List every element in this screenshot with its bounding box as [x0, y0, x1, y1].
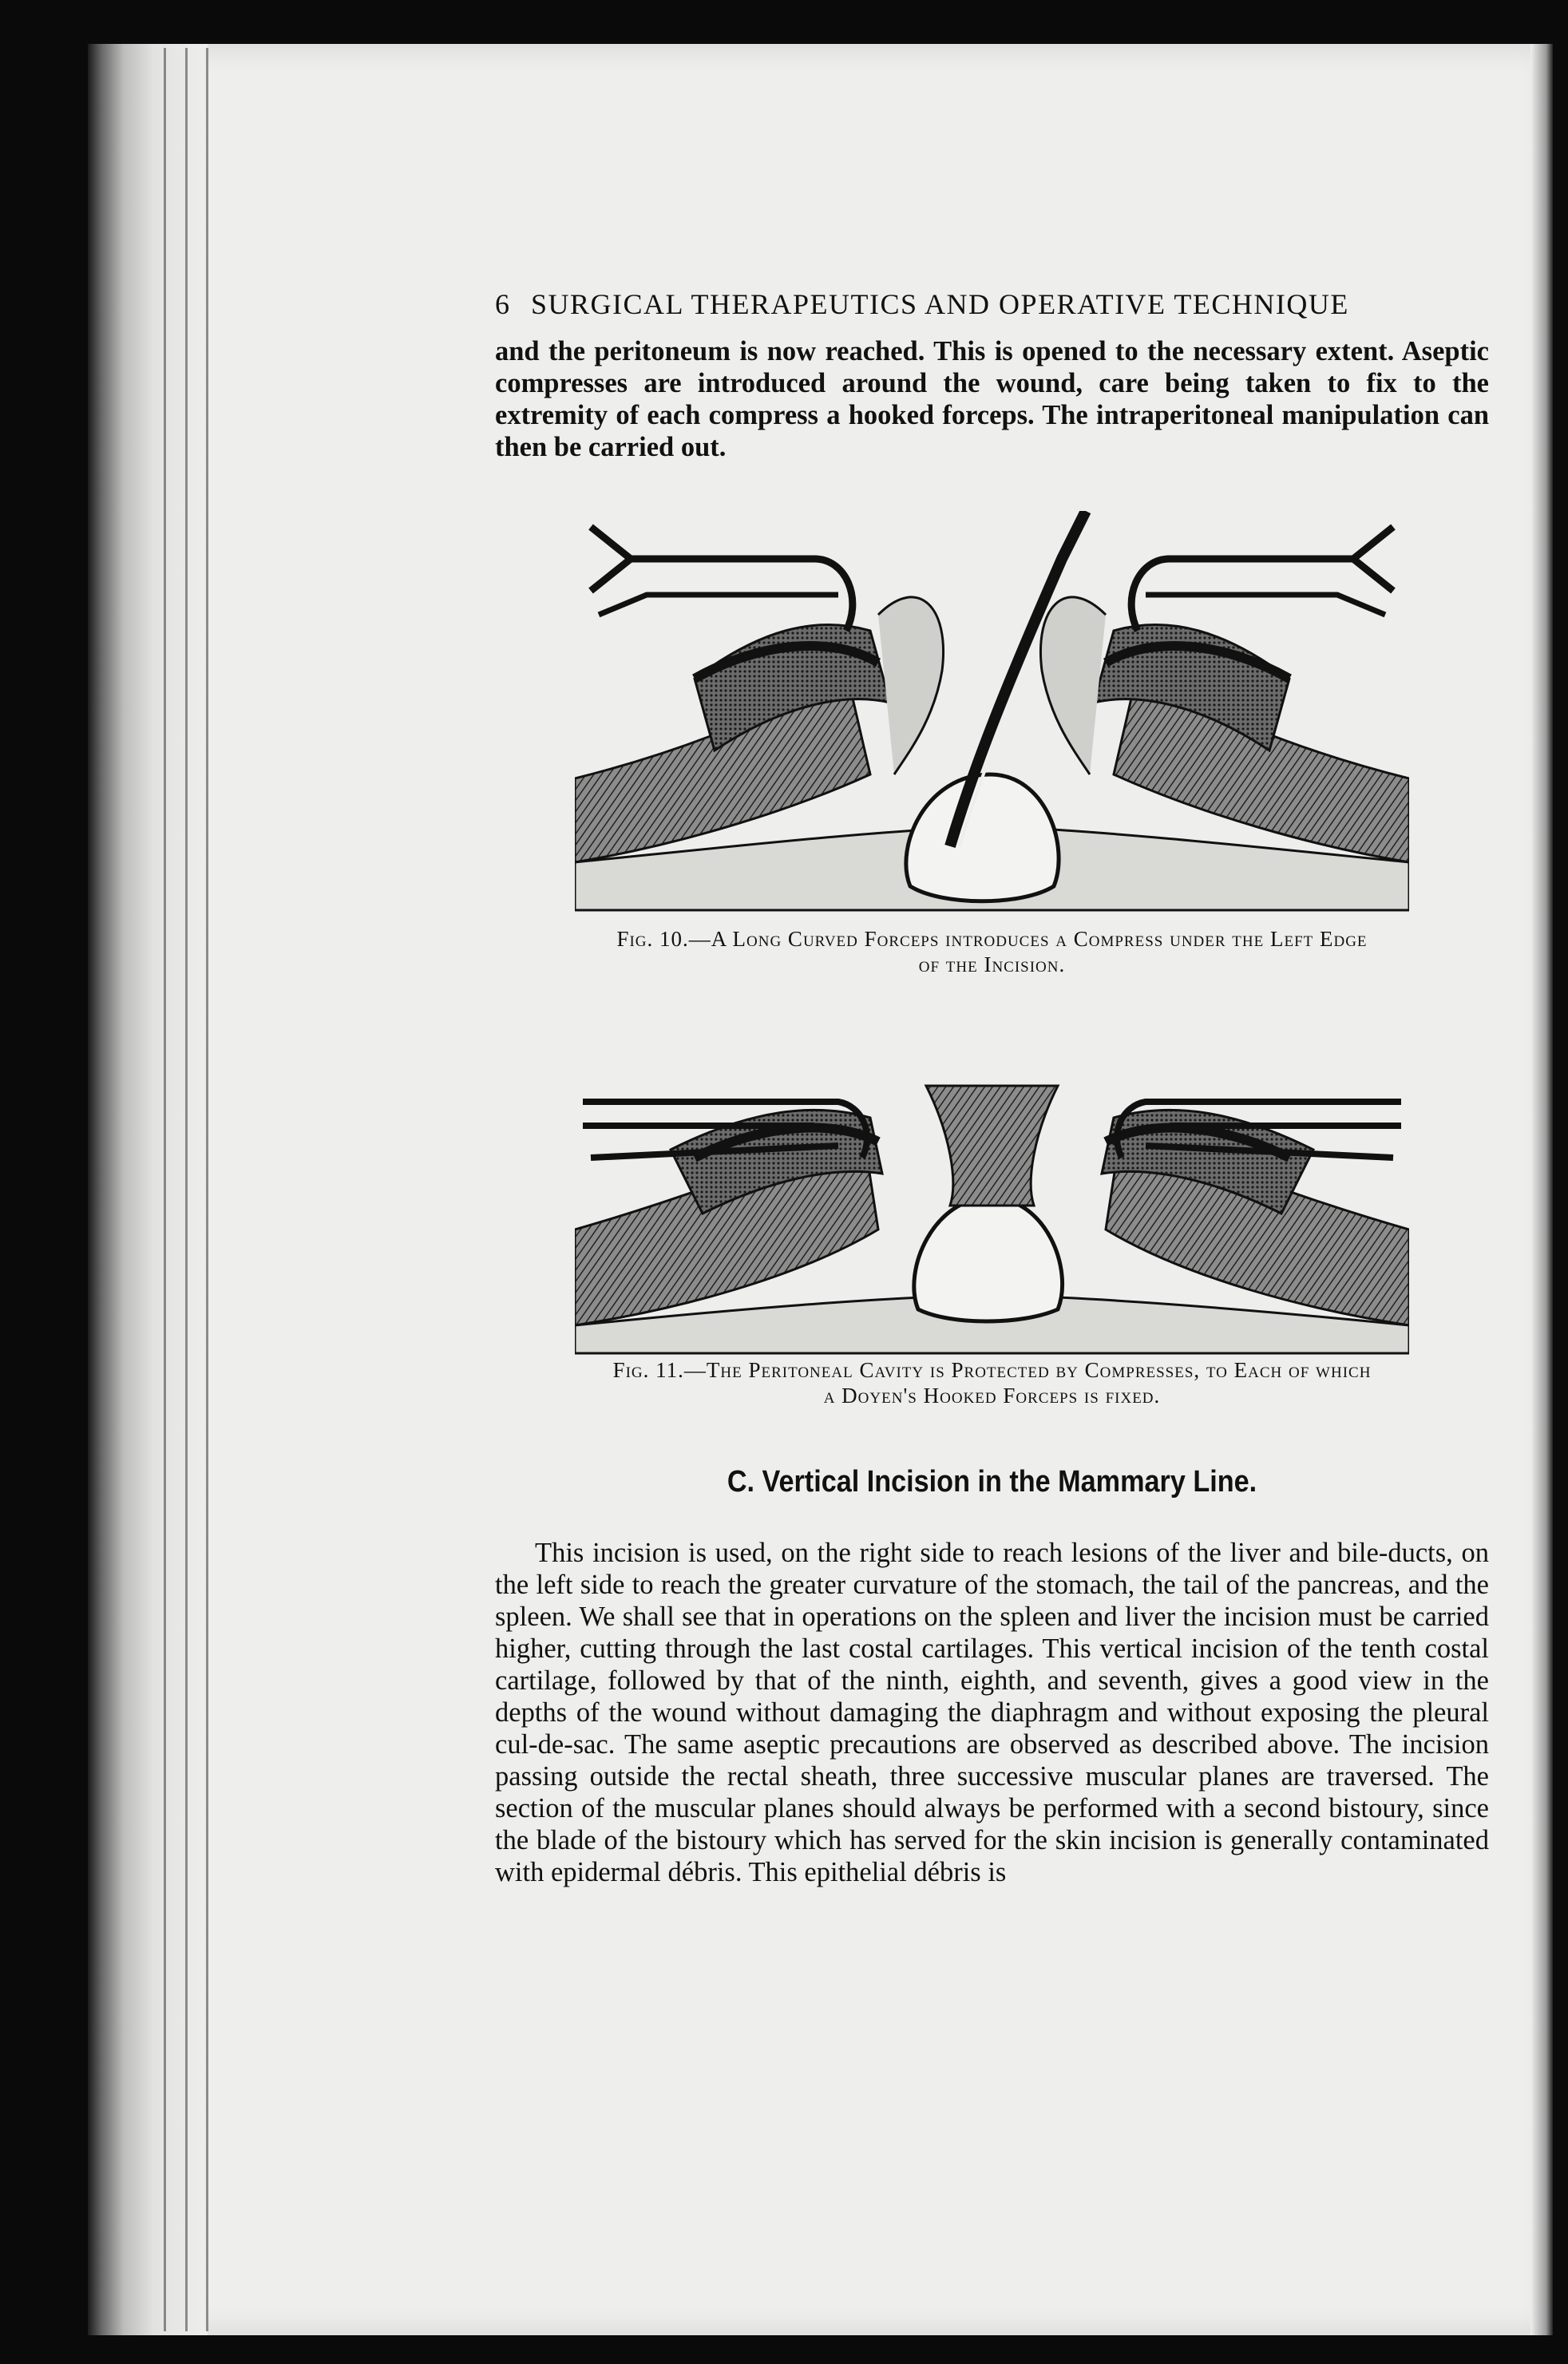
figure-10-drawing [575, 511, 1409, 918]
page-binding-edge [88, 44, 208, 2335]
binding-line [185, 48, 188, 2331]
figure-10-caption [495, 926, 1489, 977]
figure-10-caption-line-1: Fig. 10.—A Long Curved Forceps introduces a Compress under the Left Edge [616, 927, 1368, 951]
intro-paragraph: and the peritoneum is now reached. This is opened to the necessary extent. Aseptic compresses are introduced around the wound, care being taken to fix to the extremity of each compress a hooked forceps. The intraperitoneal manipulation can then be carried out. [495, 336, 1489, 462]
running-head-title: SURGICAL THERAPEUTICS AND OPERATIVE TECHNIQUE [531, 288, 1349, 320]
figure-10-caption-line-2: of the Incision. [918, 952, 1066, 976]
figure-11-illustration [575, 1070, 1409, 1357]
figure-11-drawing [575, 1070, 1409, 1357]
page-number: 6 [495, 288, 511, 320]
figure-11-caption-line-2: a Doyen's Hooked Forceps is fixed. [823, 1384, 1161, 1408]
binding-line [164, 48, 166, 2331]
running-head [495, 287, 1489, 327]
binding-line [206, 48, 208, 2331]
section-heading: C. Vertical Incision in the Mammary Line. [727, 1465, 1257, 1499]
figure-11-caption-line-1: Fig. 11.—The Peritoneal Cavity is Protected by Compresses, to Each of which [612, 1358, 1372, 1382]
page-right-edge [1530, 44, 1553, 2335]
section-paragraph: This incision is used, on the right side to reach lesions of the liver and bile-ducts, on the left side to reach the greater curvature of the stomach, the tail of the pancreas, and the spleen. We shall see that in operations on the spleen and liver the incision must be carried higher, cutting through the last costal cartilages. This vertical incision of the tenth costal cartilage, followed by that of the ninth, eighth, and seventh, gives a good view in the depths of the wound without damaging the diaphragm and without exposing the pleural cul-de-sac. The same aseptic precautions are observed as described above. The incision passing outside the rectal sheath, three successive muscular planes are traversed. The section of the muscular planes should always be performed with a second bistoury, since the blade of the bistoury which has served for the skin incision is generally contaminated with epidermal débris. This epithelial débris is [495, 1538, 1489, 1887]
figure-11-caption [495, 1357, 1489, 1408]
figure-10-illustration [575, 511, 1409, 918]
